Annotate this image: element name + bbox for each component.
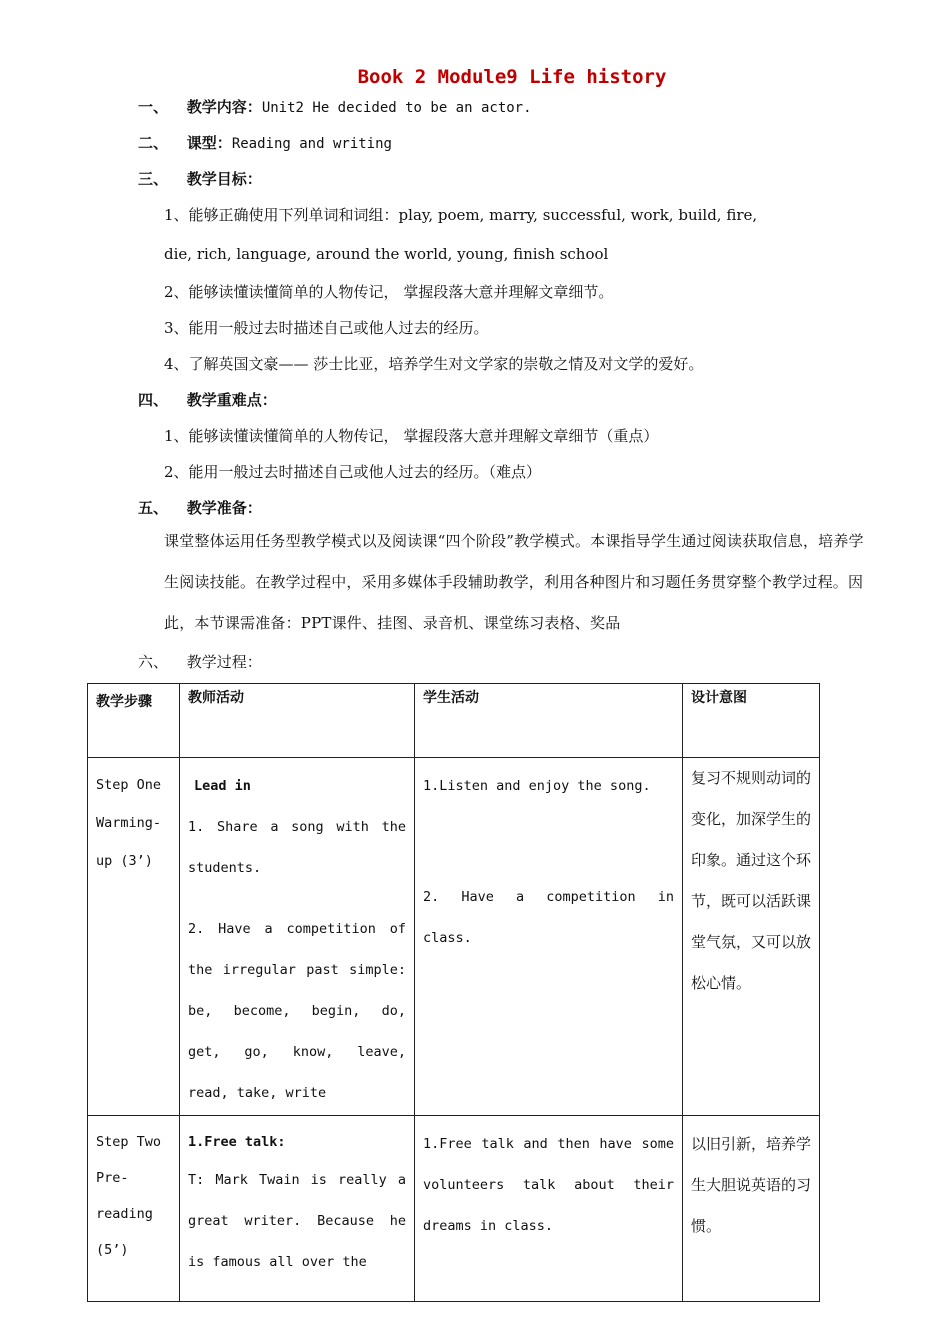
section-number: 四、 <box>138 391 169 409</box>
goal-line: 4、了解英国文豪—— 莎士比亚，培养学生对文学家的崇敬之情及对文学的爱好。 <box>164 355 704 373</box>
header-teacher: 教师活动 <box>180 684 415 758</box>
keypoint-line: 1、能够读懂读懂简单的人物传记， 掌握段落大意并理解文章细节（重点） <box>164 427 659 445</box>
teacher-activity: 1. Share a song with the students. <box>188 819 406 876</box>
student-cell <box>415 758 683 1116</box>
keypoint-line: 2、能用一般过去时描述自己或他人过去的经历。（难点） <box>164 463 542 481</box>
goal-line: 2、能够读懂读懂简单的人物传记， 掌握段落大意并理解文章细节。 <box>164 283 614 301</box>
intent-cell: 复习不规则动词的变化，加深学生的印象。通过这个环节，既可以活跃课堂气氛，又可以放松心情。 <box>683 758 820 1116</box>
step-cell: Step One Warming-up (3’) <box>88 758 180 1116</box>
teacher-cell <box>180 758 415 1116</box>
section-text: Reading and writing <box>231 136 392 152</box>
page-title: Book 2 Module9 Life history <box>357 66 667 88</box>
table-header-row <box>88 684 820 758</box>
section-process-heading <box>138 651 262 672</box>
section-text: Unit2 He decided to be an actor. <box>261 100 532 116</box>
section-label: 教学过程： <box>186 653 262 671</box>
table-row <box>88 758 820 1116</box>
teacher-heading: Lead in <box>194 778 251 794</box>
process-table <box>87 683 820 1302</box>
student-cell <box>415 1116 683 1302</box>
section-number: 五、 <box>138 499 169 517</box>
section-label: 教学目标： <box>186 170 262 188</box>
student-activity: 1.Listen and enjoy the song. <box>423 778 651 794</box>
goal-line: 1、能够正确使用下列单词和词组：play, poem, marry, successful, work, build, fire, <box>164 206 758 224</box>
header-intent: 设计意图 <box>683 684 820 758</box>
section-number: 一、 <box>138 98 169 116</box>
section-content <box>138 96 532 117</box>
goal-line: die, rich, language, around the world, young, finish school <box>164 245 609 263</box>
goal-line: 3、能用一般过去时描述自己或他人过去的经历。 <box>164 319 489 337</box>
student-activity: 1.Free talk and then have some volunteers talk about their dreams in class. <box>423 1136 674 1234</box>
section-type <box>138 132 392 153</box>
table-row <box>88 1116 820 1302</box>
section-prep-heading <box>138 497 262 518</box>
teacher-heading: 1.Free talk: <box>188 1134 286 1150</box>
section-number: 六、 <box>138 653 169 671</box>
teacher-cell <box>180 1116 415 1302</box>
intent-cell: 以旧引新，培养学生大胆说英语的习惯。 <box>683 1116 820 1302</box>
student-activity: 2. Have a competition in class. <box>423 889 674 946</box>
prep-paragraph: 课堂整体运用任务型教学模式以及阅读课“四个阶段”教学模式。本课指导学生通过阅读获取信息，培养学生阅读技能。在教学过程中，采用多媒体手段辅助教学，利用各种图片和习题任务贯穿整个教学过程。因此，本节课需准备：PPT课件、挂图、录音机、课堂练习表格、奖品 <box>164 532 864 632</box>
section-number: 三、 <box>138 170 169 188</box>
section-keypoints-heading <box>138 389 277 410</box>
section-label: 教学重难点： <box>186 391 277 409</box>
section-goals-heading <box>138 168 262 189</box>
section-label: 教学内容： <box>186 98 262 116</box>
header-step: 教学步骤 <box>88 684 180 758</box>
section-label: 教学准备： <box>186 499 262 517</box>
step-cell: Step Two Pre-reading (5’) <box>88 1116 180 1302</box>
section-label: 课型： <box>186 134 232 152</box>
teacher-activity: T: Mark Twain is really a great writer. Because he is famous all over the <box>188 1172 406 1270</box>
teacher-activity: 2. Have a competition of the irregular past simple: be, become, begin, do, get, go, know, leave, read, take, write <box>188 921 406 1101</box>
header-student: 学生活动 <box>415 684 683 758</box>
section-number: 二、 <box>138 134 169 152</box>
